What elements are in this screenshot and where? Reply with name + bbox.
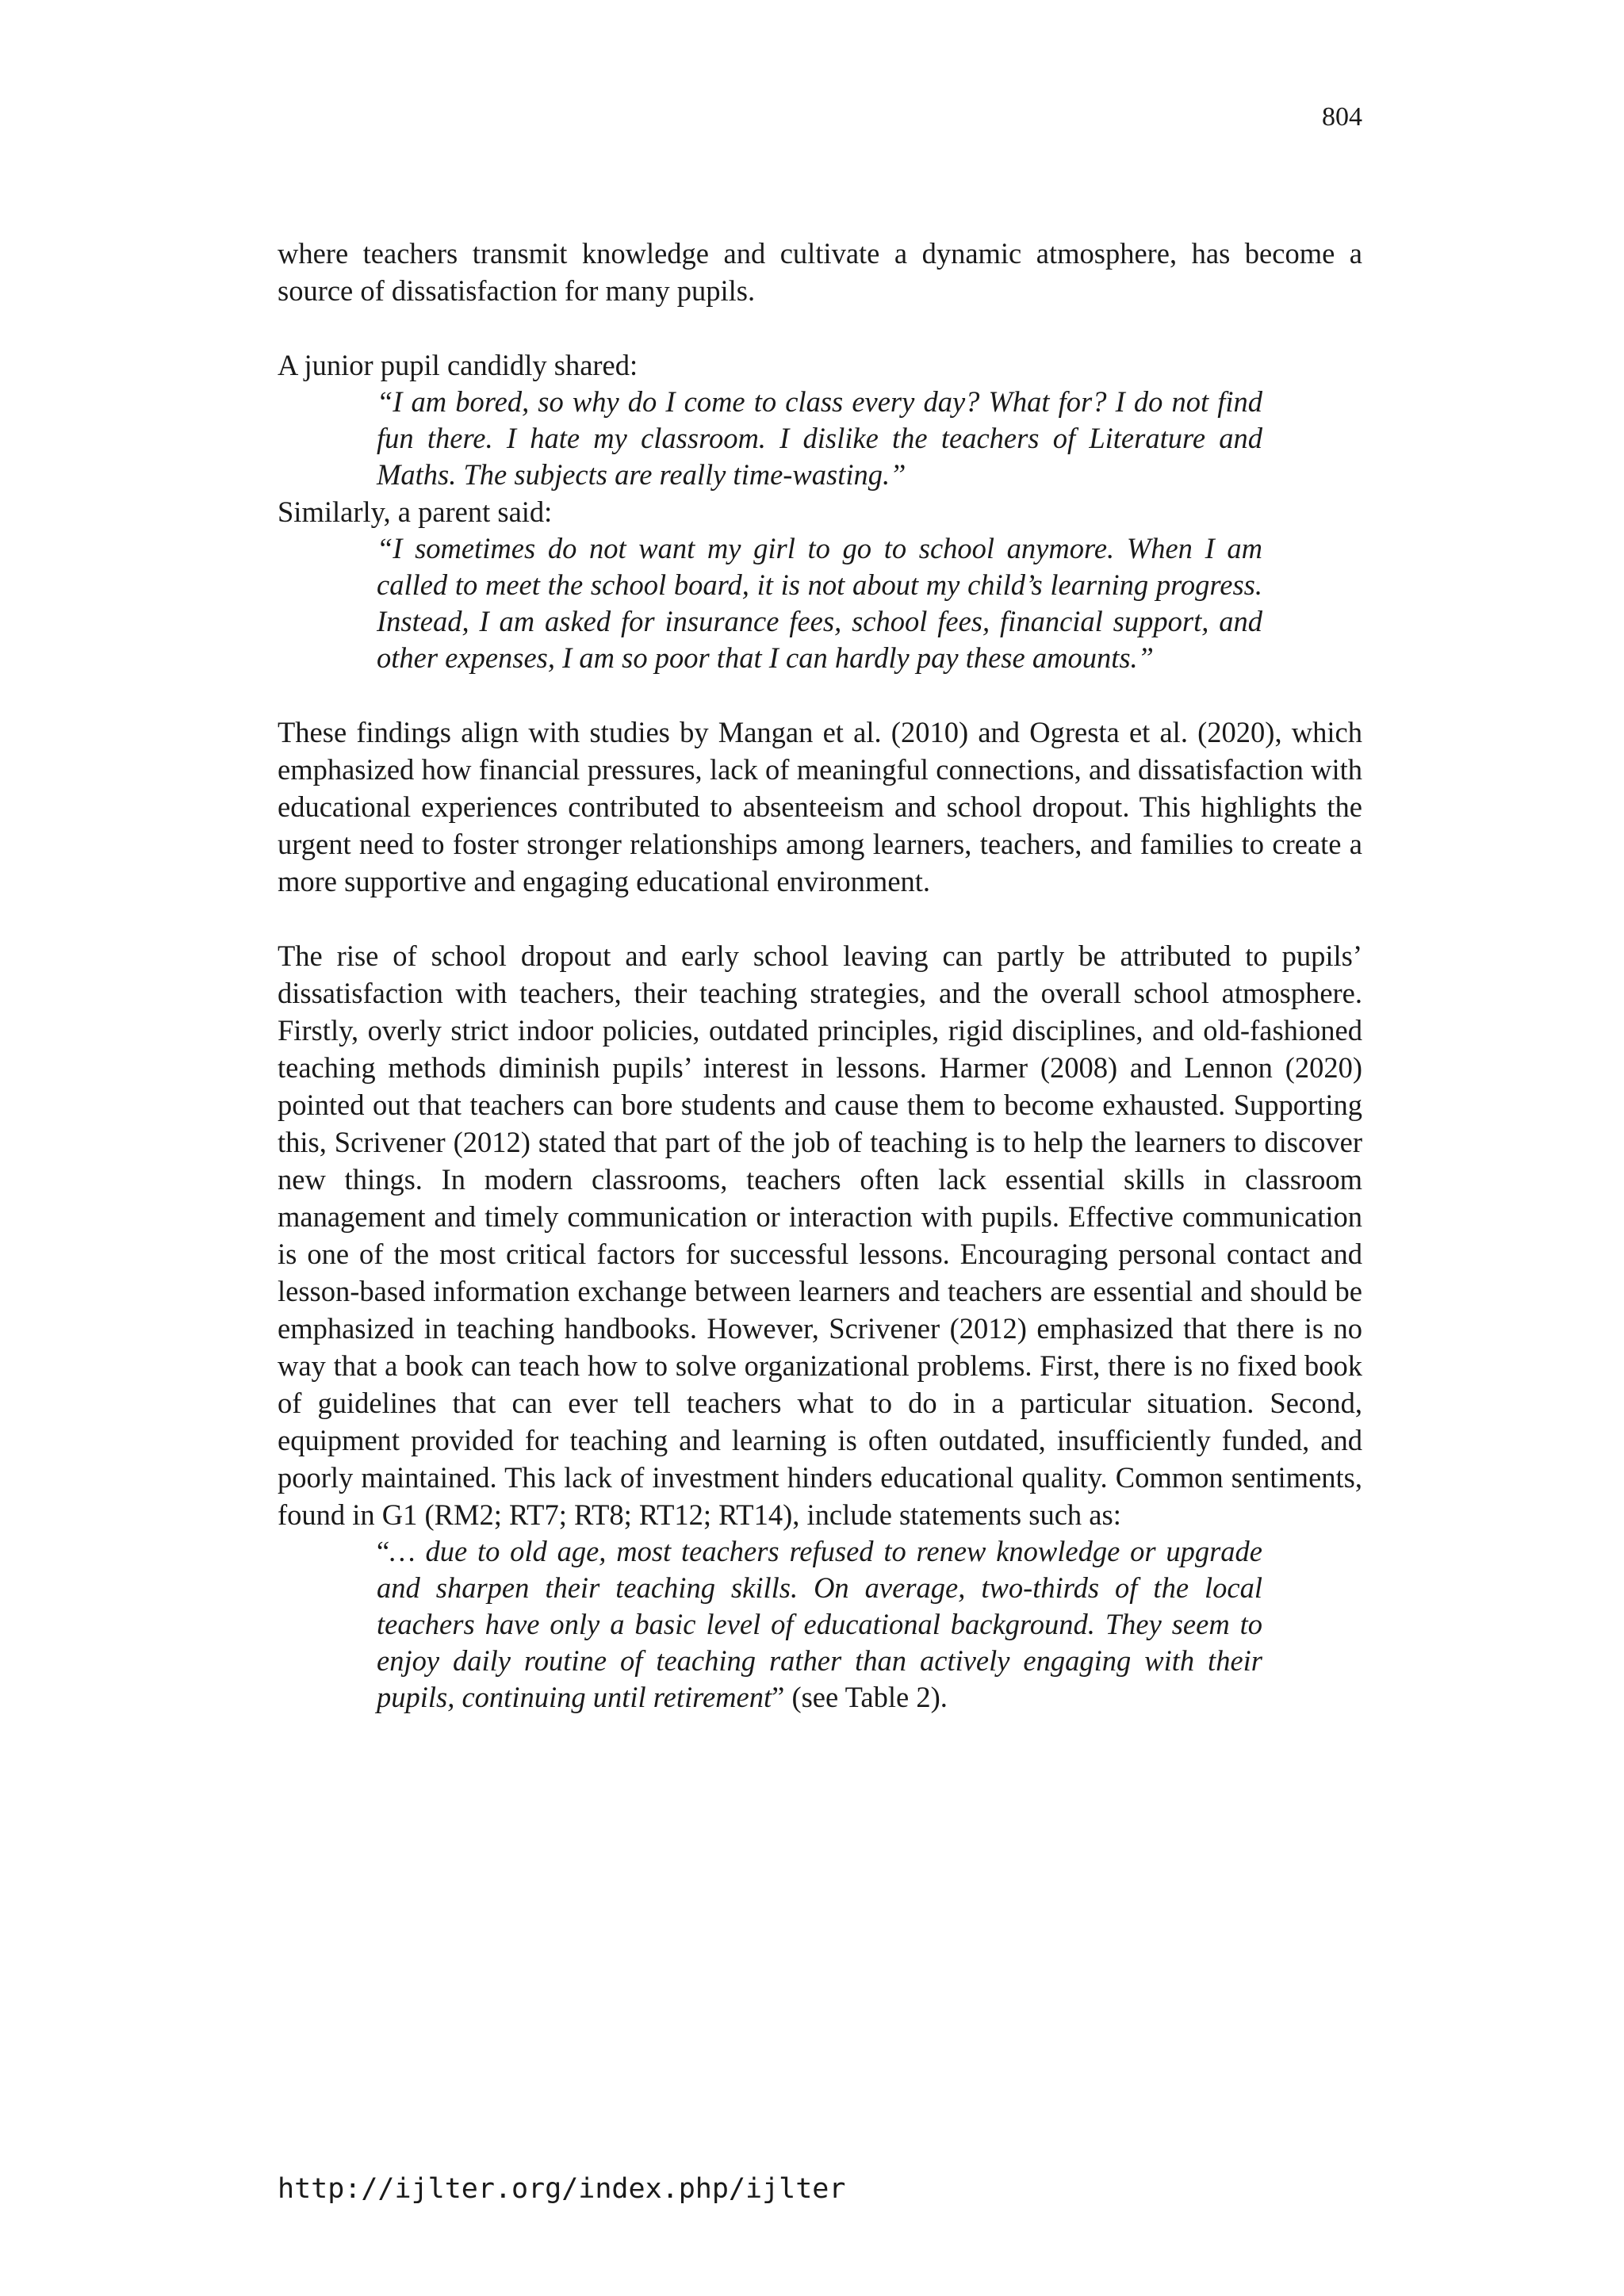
teachers-quote — [377, 1533, 1262, 1716]
pupil-quote-intro: A junior pupil candidly shared: — [278, 349, 638, 381]
table-reference: ” (see Table 2). — [772, 1681, 948, 1713]
quote-open-mark: “ — [377, 1535, 390, 1567]
paragraph-gap — [278, 676, 1362, 714]
page-number: 804 — [1322, 102, 1362, 132]
parent-quote: “I sometimes do not want my girl to go to school anymore. When I am called to meet the school board, it is not about my child’s learning progress. Instead, I am asked for insurance fees, school fees, financial support, and other expenses, I am so poor that I can hardly pay these amounts.” — [377, 532, 1262, 674]
footer-url: http://ijlter.org/index.php/ijlter — [278, 2173, 846, 2205]
paragraph-gap — [278, 309, 1362, 346]
paragraph-gap — [278, 900, 1362, 937]
main-text — [278, 235, 1362, 1716]
paragraph-findings: These findings align with studies by Mangan et al. (2010) and Ogresta et al. (2020), which emphasized how financial pressures, lack of meaningful connections, and dissatisfaction with educational experiences contributed to absenteeism and school dropout. This highlights the urgent need to foster stronger relationships among learners, teachers, and families to create a more supportive and engaging educational environment. — [278, 716, 1362, 897]
parent-quote-intro: Similarly, a parent said: — [278, 496, 553, 528]
paragraph-continuation: where teachers transmit knowledge and cultivate a dynamic atmosphere, has become a source of dissatisfaction for many pupils. — [278, 237, 1362, 307]
teachers-quote-text: … due to old age, most teachers refused to renew knowledge or upgrade and sharpen their teaching skills. On average, two-thirds of the local teachers have only a basic level of educational background. They seem to enjoy daily routine of teaching rather than actively engaging with their pupils, continuing until retirement — [377, 1535, 1262, 1713]
paragraph-dropout: The rise of school dropout and early school leaving can partly be attributed to pupils’ dissatisfaction with teachers, their teaching strategies, and the overall school atmosphere. Firstly, overly strict indoor policies, outdated principles, rigid disciplines, and old-fashioned teaching methods diminish pupils’ interest in lessons. Harmer (2008) and Lennon (2020) pointed out that teachers can bore students and cause them to become exhausted. Supporting this, Scrivener (2012) stated that part of the job of teaching is to help the learners to discover new things. In modern classrooms, teachers often lack essential skills in classroom management and timely communication or interaction with pupils. Effective communication is one of the most critical factors for successful lessons. Encouraging personal contact and lesson-based information exchange between learners and teachers are essential and should be emphasized in teaching handbooks. However, Scrivener (2012) emphasized that there is no way that a book can teach how to solve organizational problems. First, there is no fixed book of guidelines that can ever tell teachers what to do in a particular situation. Second, equipment provided for teaching and learning is often outdated, insufficiently funded, and poorly maintained. This lack of investment hinders educational quality. Common sentiments, found in G1 (RM2; RT7; RT8; RT12; RT14), include statements such as: — [278, 939, 1362, 1531]
pupil-quote: “I am bored, so why do I come to class every day? What for? I do not find fun there. I hate my classroom. I dislike the teachers of Literature and Maths. The subjects are really time-wasting.” — [377, 385, 1262, 491]
